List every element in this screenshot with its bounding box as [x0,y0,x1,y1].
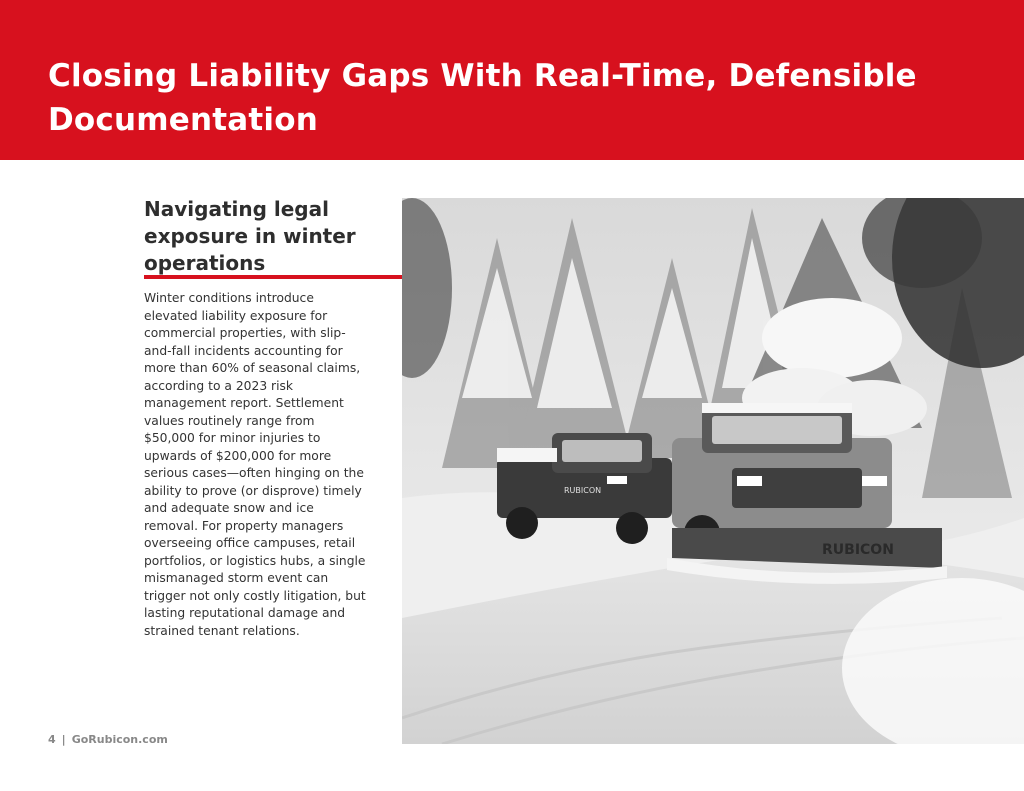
heading-underline [144,275,402,279]
page-footer [48,733,168,746]
plow-text: RUBICON [822,542,894,558]
title-banner [0,0,1024,160]
footer-site: GoRubicon.com [71,733,168,746]
page-title: Closing Liability Gaps With Real-Time, Defensible Documentation [48,58,917,138]
section-heading: Navigating legal exposure in winter operations [144,197,356,275]
snow-plow-illustration [402,198,1024,744]
footer-separator: | [61,733,66,746]
snow-plow-photo [402,198,1024,744]
truck-door-text: RUBICON [564,486,602,495]
page-number: 4 [48,733,56,746]
section-body: Winter conditions introduce elevated liability exposure for commercial properties, with slip-and-fall incidents accounting for more than 60% of seasonal claims, according to a 2023 risk management report. Settlement values routinely range from $50,000 for minor injuries to upwards of $200,000 for more serious cases—often hinging on the ability to prove (or disprove) timely and adequate snow and ice removal. For property managers overseeing office campuses, retail portfolios, or logistics hubs, a single mismanaged storm event can trigger not only costly litigation, but lasting reputational damage and strained tenant relations. [144,291,366,638]
